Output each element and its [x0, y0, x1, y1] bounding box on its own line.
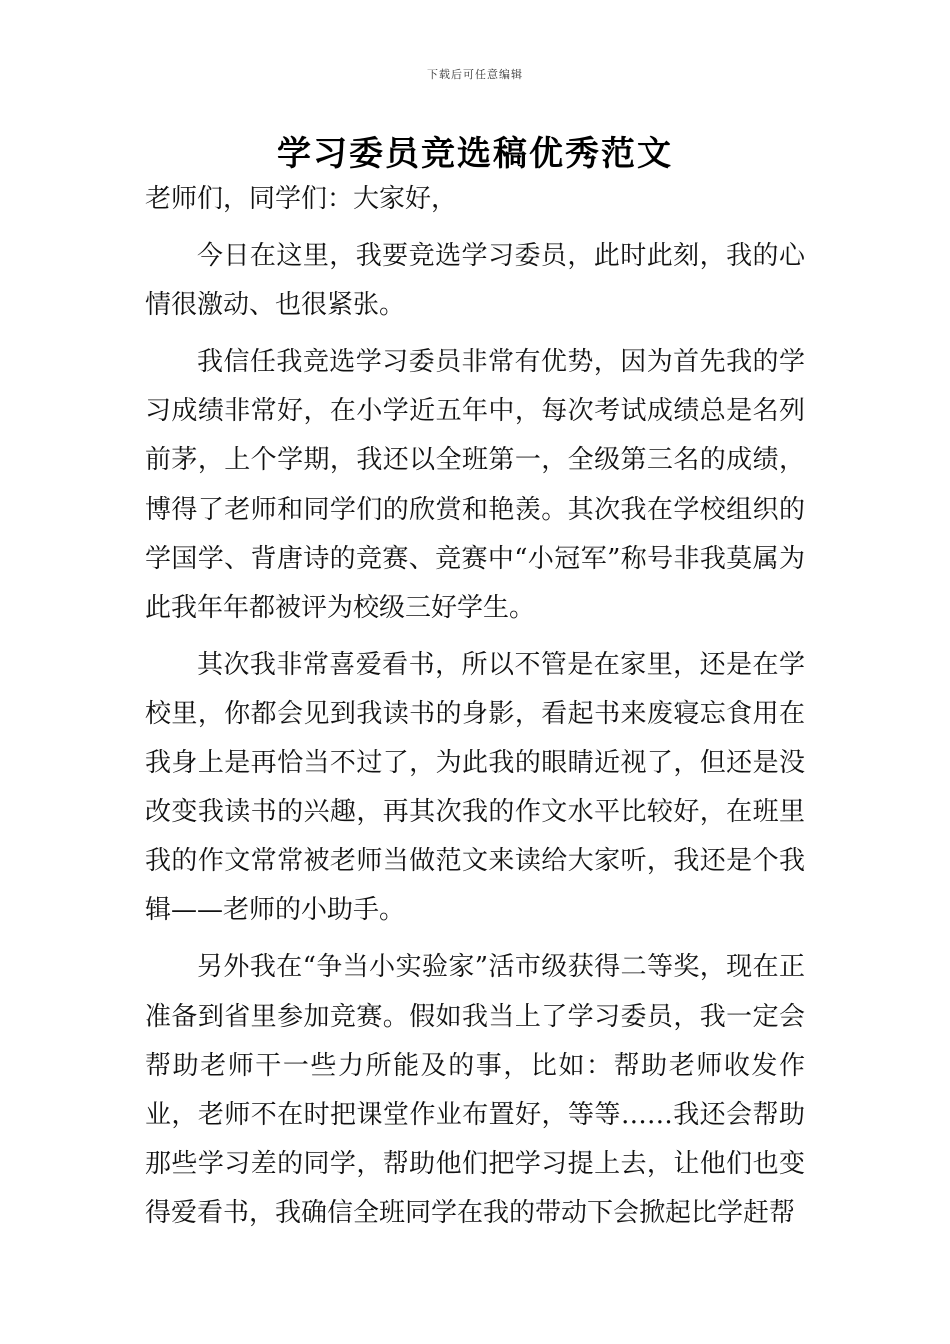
document-title: 学习委员竞选稿优秀范文 [277, 134, 673, 174]
paragraph: 另外我在“争当小实验家”活市级获得二等奖，现在正准备到省里参加竞赛。假如我当上了学习委员，我一定会帮助老师干一些力所能及的事，比如：帮助老师收发作业，老师不在时把课堂作业布置好，等等……我还会帮助那些学习差的同学，帮助他们把学习提上去，让他们也变得爱看书，我确信全班同学在我的带动下会掀起比学赶帮 [145, 952, 805, 1228]
greeting: 老师们，同学们：大家好， [145, 184, 458, 214]
paragraph: 其次我非常喜爱看书，所以不管是在家里，还是在学校里，你都会见到我读书的身影，看起书来废寝忘食用在我身上是再恰当不过了，为此我的眼睛近视了，但还是没改变我读书的兴趣，再其次我的作文水平比较好，在班里我的作文常常被老师当做范文来读给大家听，我还是个我辑——老师的小助手。 [145, 649, 805, 926]
header-note: 下载后可任意编辑 [427, 68, 523, 81]
document-body [145, 175, 805, 1238]
paragraph: 今日在这里，我要竞选学习委员，此时此刻，我的心情很激动、也很紧张。 [145, 241, 805, 321]
paragraph: 我信任我竞选学习委员非常有优势，因为首先我的学习成绩非常好，在小学近五年中，每次考试成绩总是名列前茅，上个学期，我还以全班第一，全级第三名的成绩，博得了老师和同学们的欣赏和艳羡。其次我在学校组织的学国学、背唐诗的竞赛、竞赛中“小冠军”称号非我莫属为此我年年都被评为校级三好学生。 [145, 347, 805, 623]
